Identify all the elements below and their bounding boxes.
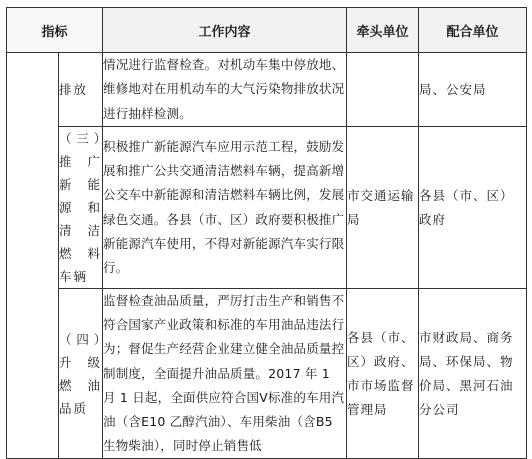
- header-cooperating-units: 配合单位: [419, 8, 527, 53]
- row-cooperating-units: 市财政局、商务局、环保局、物价局、黑河石油分公司: [419, 289, 527, 459]
- header-lead-unit: 牵头单位: [347, 8, 419, 53]
- work-table: [6, 7, 527, 459]
- row-lead-unit: [347, 53, 419, 127]
- row-label: （四）升级燃油品质: [59, 289, 103, 459]
- row-lead-unit: 市交通运输局: [347, 127, 419, 289]
- indicator-spacer: [7, 53, 59, 459]
- row-cooperating-units: 局、公安局: [419, 53, 527, 127]
- row-lead-unit: 各县（市、区）政府、市市场监督管理局: [347, 289, 419, 459]
- row-content: 监督检查油品质量，严厉打击生产和销售不符合国家产业政策和标准的车用油品违法行为；督促生产经营企业建立健全油品质量控制制度，全面提升油品质量。2017 年 1 月 1 日起，全面供应符合国Ⅴ标准的车用汽油（含E10 乙醇汽油）、车用柴油（含B5 生物柴油），同时停止销售低: [103, 289, 347, 459]
- header-work-content: 工作内容: [103, 8, 347, 53]
- row-content: 积极推广新能源汽车应用示范工程，鼓励发展和推广公共交通清洁燃料车辆，提高新增公交车中新能源和清洁燃料车辆比例，发展绿色交通。各县（市、区）政府要积极推广新能源汽车使用，不得对新能源汽车实行限行。: [103, 127, 347, 289]
- table-row: [7, 289, 527, 459]
- row-label: 排放: [59, 53, 103, 127]
- table-row: [7, 127, 527, 289]
- row-cooperating-units: 各县（市、区）政府: [419, 127, 527, 289]
- header-indicator: 指标: [7, 8, 103, 53]
- row-content: 情况进行监督检查。对机动车集中停放地、维修地对在用机动车的大气污染物排放状况进行抽样检测。: [103, 53, 347, 127]
- table-row: [7, 53, 527, 127]
- header-row: [7, 8, 527, 53]
- row-label: （三）推广新能源和清洁燃料车辆: [59, 127, 103, 289]
